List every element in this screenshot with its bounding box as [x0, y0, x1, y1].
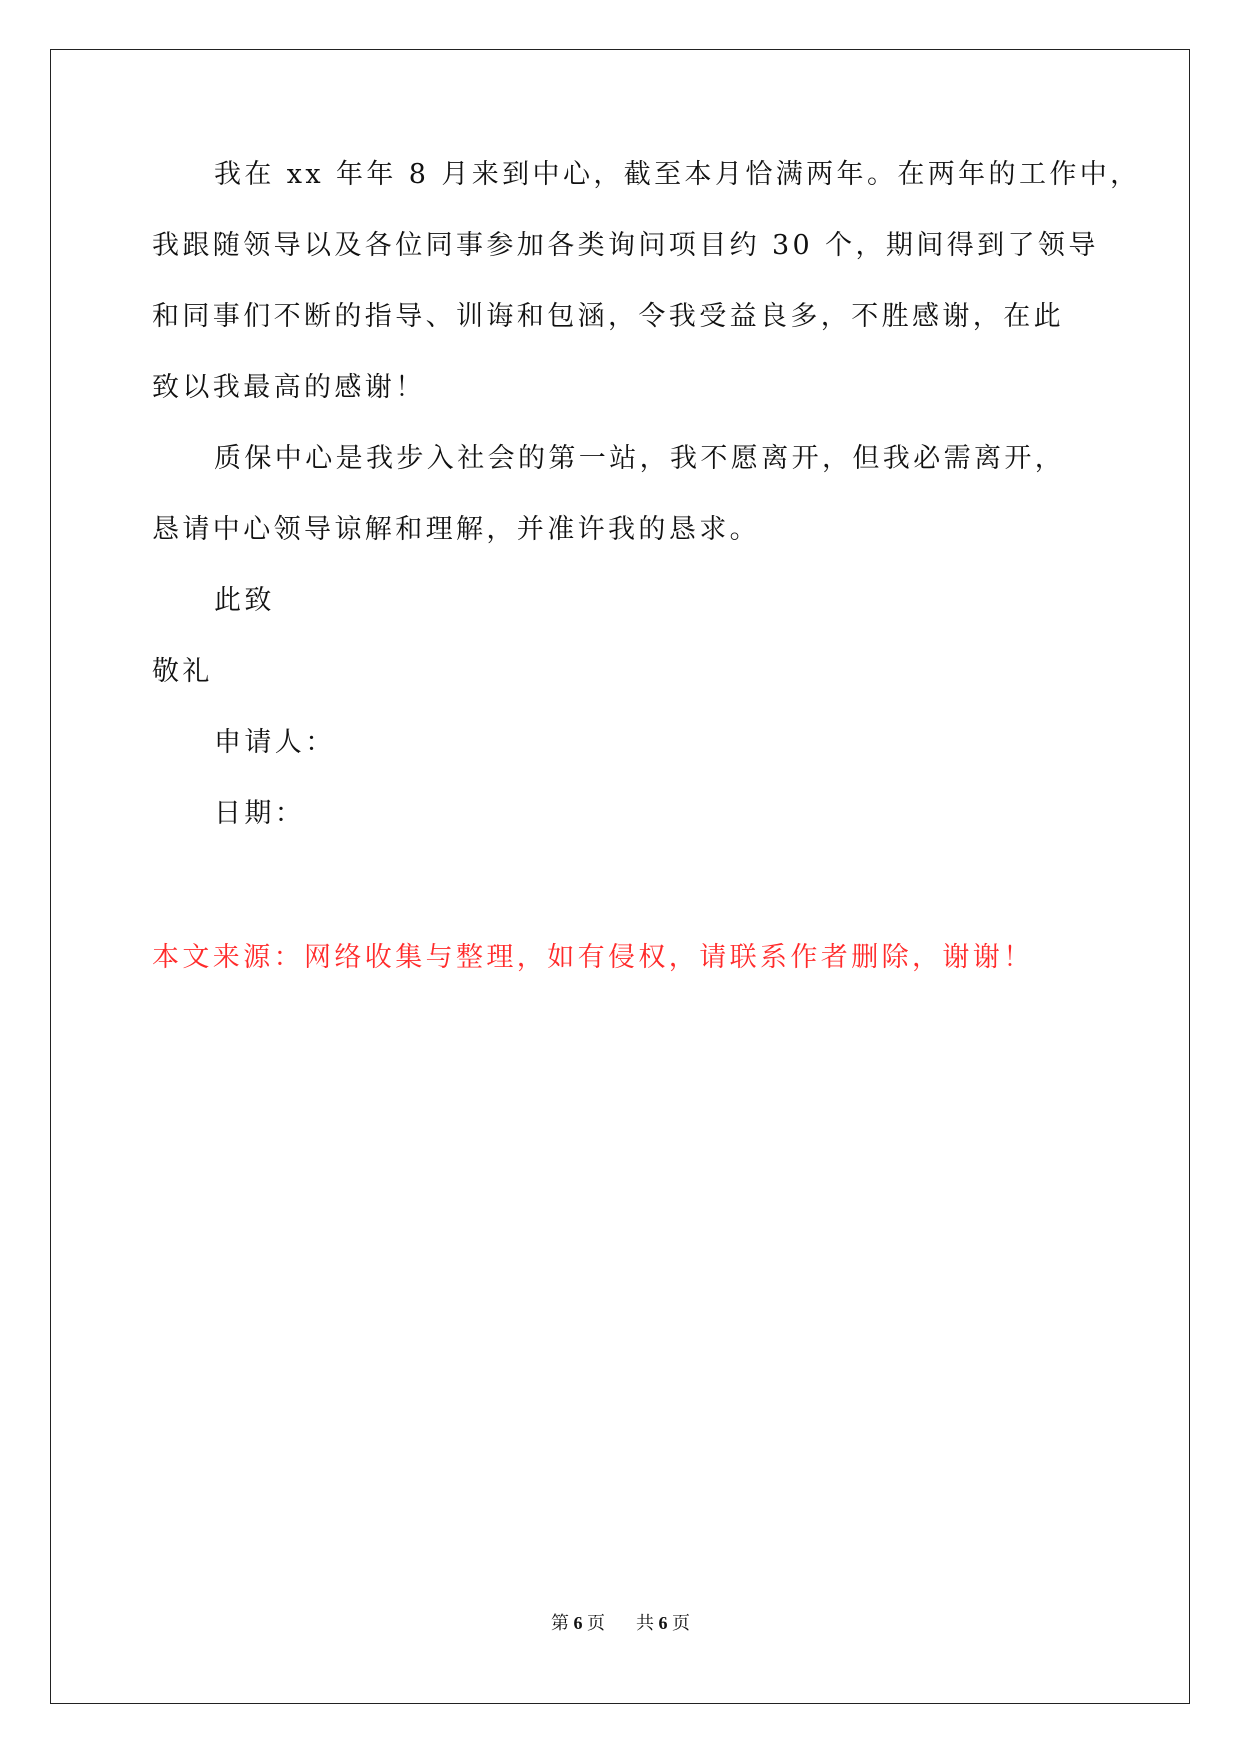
- paragraph-1-line-3: 和同事们不断的指导、训诲和包涵，令我受益良多，不胜感谢，在此: [152, 301, 1064, 332]
- total-suffix: 页: [672, 1613, 690, 1633]
- salutation-text: 敬礼: [152, 656, 213, 687]
- page-border: [50, 49, 1190, 1704]
- page-suffix: 页: [587, 1613, 605, 1633]
- page-total: 6: [658, 1613, 668, 1633]
- page-current: 6: [573, 1613, 583, 1633]
- date-label: 日期：: [214, 798, 306, 829]
- closing-text: 此致: [214, 585, 275, 616]
- paragraph-1-line-1: 我在 xx 年年 8 月来到中心，截至本月恰满两年。在两年的工作中，: [214, 159, 1141, 190]
- applicant-label: 申请人：: [214, 727, 336, 758]
- paragraph-1-line-2: 我跟随领导以及各位同事参加各类询问项目约 30 个，期间得到了领导: [152, 230, 1099, 261]
- total-prefix: 共: [636, 1613, 654, 1633]
- source-note: 本文来源：网络收集与整理，如有侵权，请联系作者删除，谢谢！: [152, 942, 1034, 973]
- paragraph-2-line-1: 质保中心是我步入社会的第一站，我不愿离开，但我必需离开，: [214, 443, 1066, 474]
- paragraph-1-line-4: 致以我最高的感谢！: [152, 372, 426, 403]
- page-footer: [0, 1611, 1241, 1635]
- page-prefix: 第: [551, 1613, 569, 1633]
- paragraph-2-line-2: 恳请中心领导谅解和理解，并准许我的恳求。: [152, 514, 760, 545]
